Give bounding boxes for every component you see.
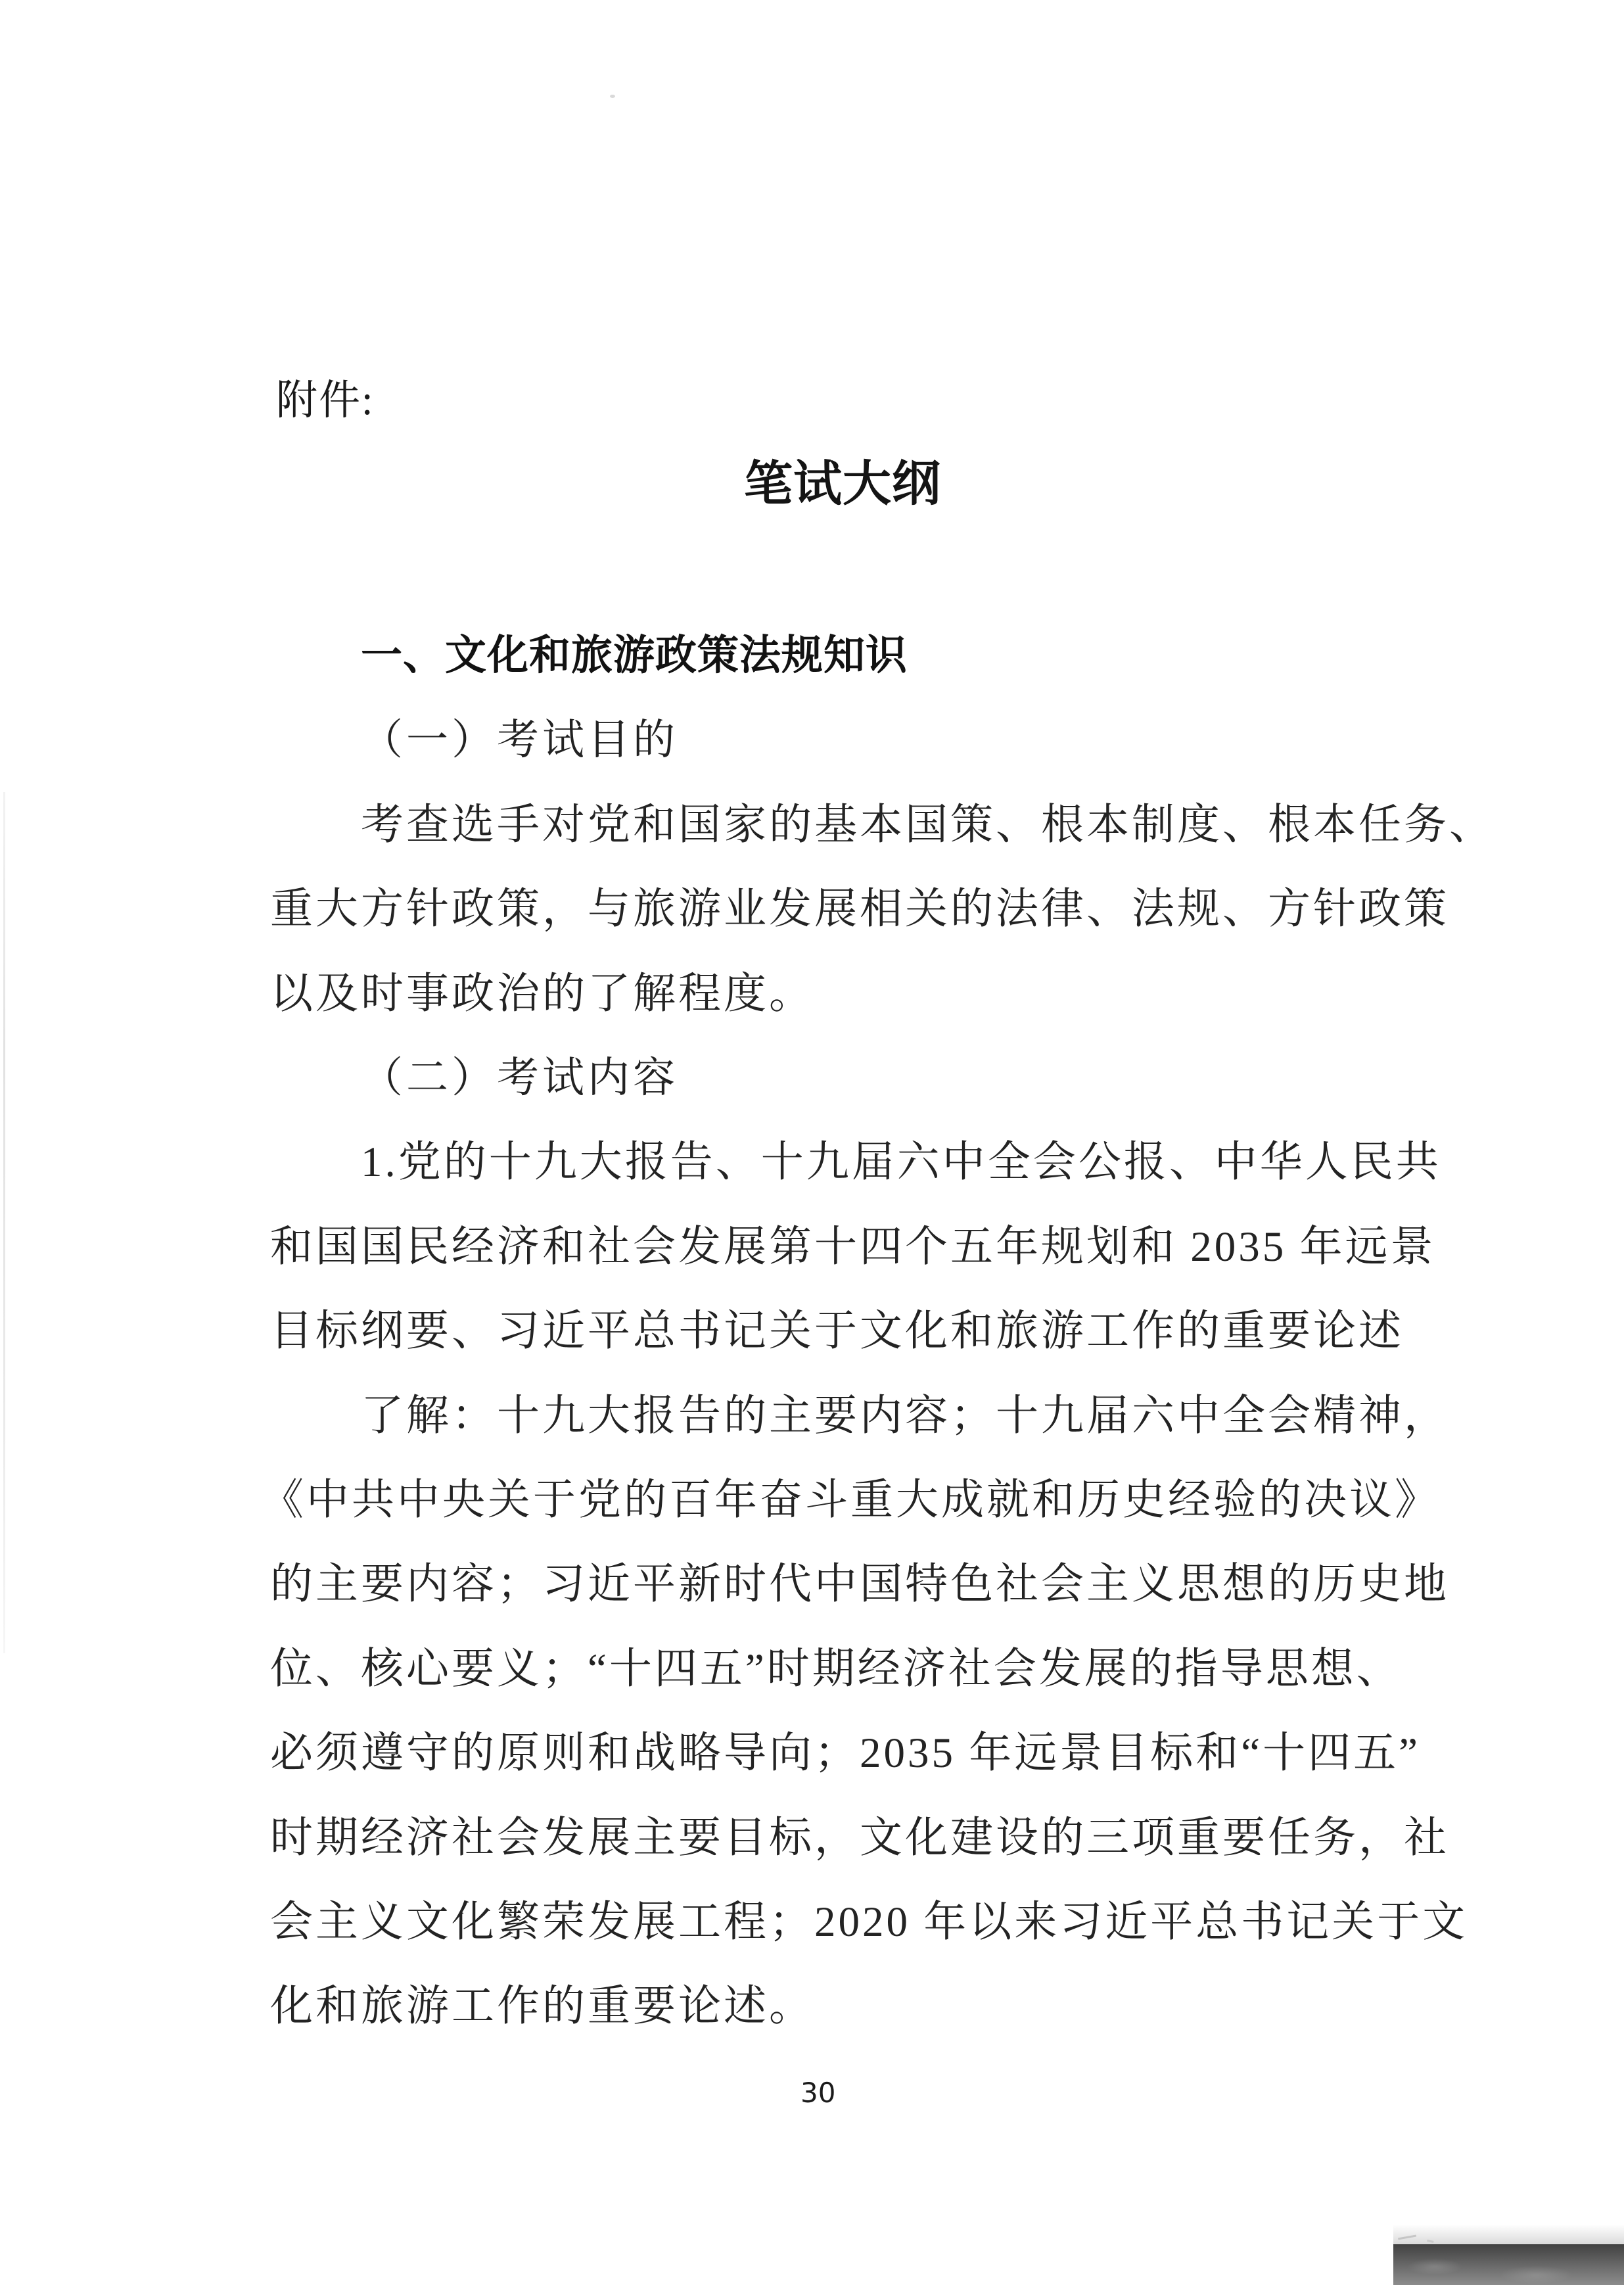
page-title: 笔试大纲 xyxy=(744,458,941,511)
text-line: （二）考试内容 xyxy=(361,1054,678,1101)
text-line: 考查选手对党和国家的基本国策、根本制度、根本任务、 xyxy=(361,801,1495,849)
scan-artifact-corner-shadow xyxy=(1393,2244,1624,2285)
text-line: 和国国民经济和社会发展第十四个五年规划和 2035 年远景 xyxy=(270,1223,1436,1271)
scan-artifact-dot xyxy=(610,95,615,98)
text-line: 了解：十九大报告的主要内容；十九届六中全会精神， xyxy=(361,1392,1450,1440)
text-line: 目标纲要、习近平总书记关于文化和旅游工作的重要论述 xyxy=(270,1307,1404,1355)
text-line: 必须遵守的原则和战略导向；2035 年远景目标和“十四五” xyxy=(270,1730,1420,1777)
scan-artifact-left-edge-streak xyxy=(3,792,5,1653)
scan-artifact-pencil-mark-2 xyxy=(1427,2236,1435,2243)
text-line: 重大方针政策，与旅游业发展相关的法律、法规、方针政策 xyxy=(270,885,1450,933)
page-number: 30 xyxy=(800,2077,836,2109)
text-line: 一、文化和旅游政策法规知识 xyxy=(361,632,908,678)
attachment-label: 附件: xyxy=(276,377,375,423)
text-line: 的主要内容；习近平新时代中国特色社会主义思想的历史地 xyxy=(270,1561,1450,1608)
text-line: 以及时事政治的了解程度。 xyxy=(270,970,815,1018)
text-line: 《中共中央关于党的百年奋斗重大成就和历史经验的决议》 xyxy=(261,1476,1441,1524)
text-line: 1.党的十九大报告、十九届六中全会公报、中华人民共 xyxy=(361,1139,1441,1186)
text-line: 时期经济社会发展主要目标，文化建设的三项重要任务，社 xyxy=(270,1814,1450,1862)
text-line: 位、核心要义；“十四五”时期经济社会发展的指导思想、 xyxy=(270,1645,1402,1693)
text-line: 化和旅游工作的重要论述。 xyxy=(270,1983,815,2030)
text-line: 会主义文化繁荣发展工程；2020 年以来习近平总书记关于文 xyxy=(270,1898,1468,1946)
text-line: （一）考试目的 xyxy=(361,717,678,763)
